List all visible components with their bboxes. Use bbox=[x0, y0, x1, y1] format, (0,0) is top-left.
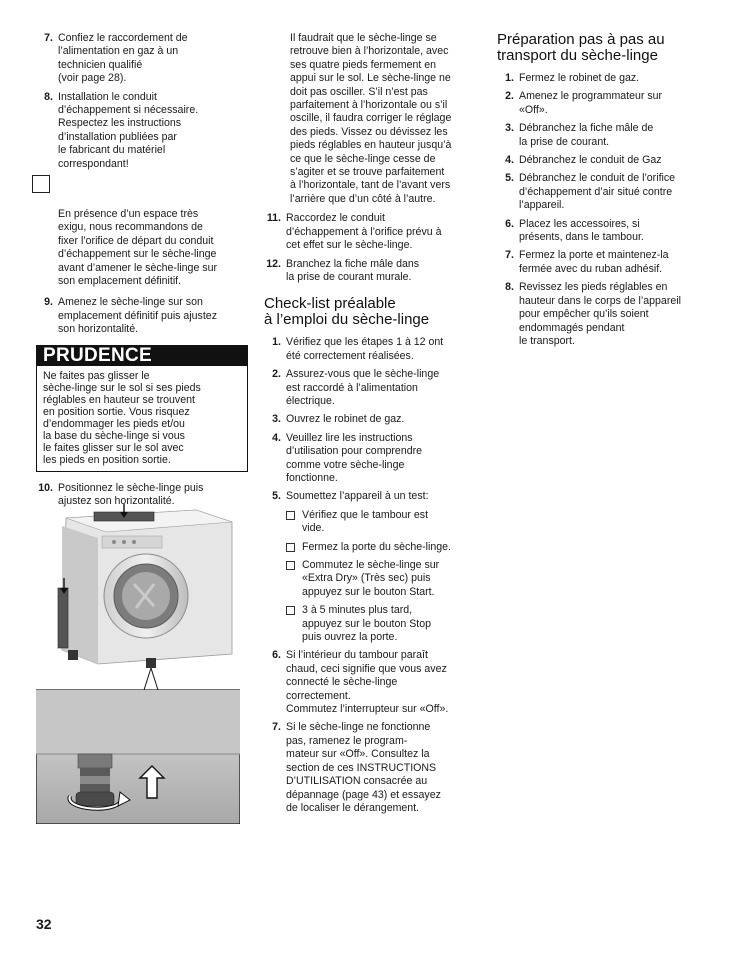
list-item: 6. Si l’intérieur du tambour paraît chaud, ceci signifie que vous avez connecté le sèche-linge correctement. Commutez l’interrupteur sur «Off». bbox=[272, 649, 449, 716]
list-item: 1. Fermez le robinet de gaz. bbox=[505, 72, 640, 84]
caution-title: PRUDENCE bbox=[37, 346, 247, 366]
column-right bbox=[497, 32, 709, 353]
list-item: 6. Placez les accessoires, si présents, dans le tambour. bbox=[505, 217, 644, 244]
checkbox-item: Fermez la porte du sèche-linge. bbox=[286, 541, 476, 554]
test-subchecks bbox=[286, 509, 476, 645]
list-item: 12. Branchez la fiche mâle dans la prise de courant murale. bbox=[266, 257, 420, 283]
checkbox-icon bbox=[286, 606, 295, 615]
column-left bbox=[36, 32, 248, 514]
section-heading-transport: Préparation pas à pas au transport du sèche-linge bbox=[497, 31, 665, 64]
checkbox-item: Vérifiez que le tambour est vide. bbox=[286, 509, 476, 536]
checkbox-icon bbox=[286, 543, 295, 552]
list-item: 8. Revissez les pieds réglables en hauteur dans le corps de l’appareil pour empêcher qu’ils soient endommagés pendant le transport. bbox=[505, 281, 681, 347]
list-item: 1. Vérifiez que les étapes 1 à 12 ont été correctement réalisées. bbox=[272, 336, 444, 362]
caution-box bbox=[36, 345, 248, 472]
steps-list-d bbox=[264, 212, 476, 284]
steps-list-a bbox=[36, 32, 248, 171]
checkbox-icon bbox=[286, 511, 295, 520]
transport-steps bbox=[497, 72, 709, 348]
checkbox-item: 3 à 5 minutes plus tard, appuyez sur le bouton Stop puis ouvrez la porte. bbox=[286, 604, 476, 644]
list-item: 4. Veuillez lire les instructions d’utilisation pour comprendre comme votre sèche-linge fonctionne. bbox=[272, 431, 423, 484]
list-item: 7. Si le sèche-linge ne fonctionne pas, ramenez le program- mateur sur «Off». Consultez la section de ces INSTRUCTIONS D’UTILISATION consacrée au dépannage (page 43) et essayez de localiser le dérangement. bbox=[272, 721, 441, 814]
note-block bbox=[36, 181, 248, 288]
column-middle bbox=[264, 32, 476, 820]
checklist-b bbox=[264, 649, 476, 815]
list-item: 2. Amenez le programmateur sur «Off». bbox=[505, 90, 663, 116]
caution-text: Ne faites pas glisser le sèche-linge sur le sol si ses pieds réglables en hauteur se trouvent en position sortie. Vous risquez d’endommager les pieds et/ou la base du sèche-linge si vous le faites glisser sur le sol avec les pieds en position sortie. bbox=[43, 369, 201, 466]
list-item: 7. Confiez le raccordement de l’alimentation en gaz à un technicien qualifié (voir page 28). bbox=[44, 32, 188, 85]
section-heading-checklist: Check-list préalable à l’emploi du sèche-linge bbox=[264, 295, 430, 329]
list-item: 3. Ouvrez le robinet de gaz. bbox=[272, 413, 405, 426]
list-item: 11. Raccordez le conduit d’échappement à l’orifice prévu à cet effet sur le sèche-linge. bbox=[266, 212, 442, 252]
dryer-leveling-illustration bbox=[36, 504, 240, 824]
leveling-paragraph: Il faudrait que le sèche-linge se retrouve bien à l’horizontale, avec ses quatre pieds fermement en appui sur le sol. Le sèche-linge ne doit pas osciller. S’il n’est pas parfaitement à l’horizontale ou s’il oscille, il faudra corriger le réglage des pieds. Vissez ou dévissez les pieds réglables en hauteur jusqu’à ce que le sèche-linge cesse de s’agiter et se trouve parfaitement à l’horizontale, tant de l’avant vers l’arrière que d’un côté à l’autre. bbox=[290, 32, 452, 205]
page-number: 32 bbox=[36, 916, 52, 932]
note-icon bbox=[32, 175, 50, 193]
checkbox-item: Commutez le sèche-linge sur «Extra Dry» (Très sec) puis appuyez sur le bouton Start. bbox=[286, 559, 476, 599]
list-item: 7. Fermez la porte et maintenez-la fermée avec du ruban adhésif. bbox=[505, 249, 669, 275]
checklist-a bbox=[264, 336, 476, 644]
list-item: 2. Assurez-vous que le sèche-linge est raccordé à l’alimentation électrique. bbox=[272, 368, 440, 407]
checkbox-icon bbox=[286, 561, 295, 570]
list-item: 8. Installation le conduit d’échappement si nécessaire. Respectez les instructions d’installation publiées par le fabricant du matériel correspondant! bbox=[44, 90, 199, 170]
list-item: 5. Soumettez l’appareil à un test: Vérifiez que le tambour est vide. Fermez la porte du sèche-linge. Commutez le sèche-linge sur «Extra Dry» (Très sec) puis appuyez sur le bouton Start. 3 à 5 minutes plus tard, appuyez sur le bouton Stop puis ouvrez la porte. bbox=[264, 490, 476, 644]
note-text: En présence d’un espace très exigu, nous recommandons de fixer l’orifice de départ du conduit d’échappement sur le sèche-linge avant d’amener le sèche-linge sur son emplacement définitif. bbox=[58, 207, 217, 287]
list-item: 5. Débranchez le conduit de l’orifice d’échappement d’air situé contre l’appareil. bbox=[505, 172, 676, 212]
list-item: 9. Amenez le sèche-linge sur son emplacement définitif puis ajustez son horizontalité. bbox=[44, 296, 217, 336]
steps-list-b bbox=[36, 296, 248, 336]
list-item: 10. Positionnez le sèche-linge puis ajustez son horizontalité. bbox=[38, 481, 204, 508]
list-item: 4. Débranchez le conduit de Gaz bbox=[505, 154, 662, 167]
list-item: 3. Débranchez la fiche mâle de la prise de courant. bbox=[505, 122, 654, 148]
